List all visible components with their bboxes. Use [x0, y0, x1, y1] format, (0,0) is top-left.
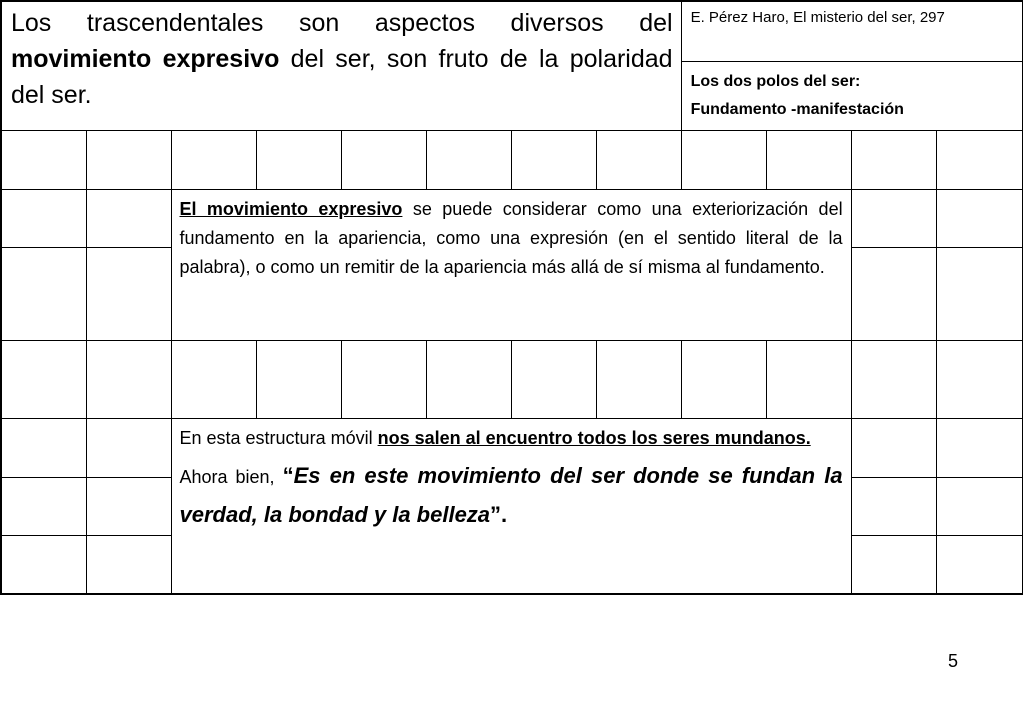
grid-cell: [851, 189, 936, 247]
grid-cell: [511, 130, 596, 189]
title-text-part1: Los trascendentales son aspectos diversos del: [11, 9, 673, 37]
grid-cell: [936, 535, 1023, 594]
grid-cell: [681, 340, 766, 418]
grid-cell: [596, 340, 681, 418]
quote-close-mark: ”.: [490, 501, 508, 527]
grid-cell: [171, 340, 256, 418]
grid-cell: [1, 130, 86, 189]
grid-cell: [1, 477, 86, 535]
title-text-bold: movimiento expresivo: [11, 45, 280, 73]
intro-text: En esta estructura móvil: [179, 427, 378, 448]
grid-cell: [851, 247, 936, 340]
grid-cell: [936, 340, 1023, 418]
grid-cell: [171, 130, 256, 189]
grid-cell: [86, 340, 171, 418]
paragraph-lead: El movimiento expresivo: [179, 198, 403, 219]
grid-cell: [511, 340, 596, 418]
grid-cell: [936, 418, 1023, 477]
grid-cell: [851, 130, 936, 189]
grid-cell: [936, 189, 1023, 247]
grid-cell: [851, 535, 936, 594]
grid-cell: [426, 340, 511, 418]
empty-grid-row: [1, 130, 1023, 189]
grid-cell: [766, 130, 851, 189]
title-text-part2: del ser, son fruto de la polaridad del ser.: [11, 45, 673, 109]
grid-cell: [1, 535, 86, 594]
grid-cell: [681, 130, 766, 189]
grid-cell: [86, 477, 171, 535]
grid-cell: [256, 340, 341, 418]
page-number: 5: [948, 651, 959, 671]
grid-cell: [341, 130, 426, 189]
paragraph-rest: se puede considerar como una exteriorización del fundamento en la apariencia, como una expresión (en el sentido literal de la palabra), o como un remitir de la apariencia más allá de sí misma al fundamento.: [179, 198, 843, 277]
intro-bold-text: nos salen al encuentro todos los seres mundanos.: [377, 427, 811, 448]
grid-cell: [936, 130, 1023, 189]
grid-cell: [766, 340, 851, 418]
grid-cell: [86, 535, 171, 594]
quote-open-mark: “: [282, 462, 294, 488]
grid-cell: [256, 130, 341, 189]
grid-cell: [851, 477, 936, 535]
grid-cell: [86, 130, 171, 189]
grid-cell: [1, 340, 86, 418]
estructura-intro: [180, 424, 843, 453]
movimiento-expresivo-paragraph: [171, 189, 851, 340]
source-citation: E. Pérez Haro, El misterio del ser, 297: [681, 1, 1023, 61]
grid-cell: [341, 340, 426, 418]
polos-heading: [681, 61, 1023, 130]
grid-cell: [851, 340, 936, 418]
estructura-movil-paragraph: [171, 418, 851, 594]
grid-cell: [1, 189, 86, 247]
grid-cell: [1, 418, 86, 477]
grid-cell: [936, 247, 1023, 340]
slide-title: [1, 1, 681, 130]
grid-cell: [86, 189, 171, 247]
grid-cell: [86, 247, 171, 340]
grid-cell: [86, 418, 171, 477]
grid-cell: [596, 130, 681, 189]
polos-line-2: Fundamento -manifestación: [690, 100, 904, 118]
empty-grid-row: [1, 340, 1023, 418]
grid-cell: [936, 477, 1023, 535]
grid-cell: [426, 130, 511, 189]
grid-cell: [851, 418, 936, 477]
quote-text: Es en este movimiento del ser donde se fundan la verdad, la bondad y la belleza: [179, 462, 843, 527]
polos-line-1: Los dos polos del ser:: [690, 72, 861, 90]
quote-prefix: Ahora bien,: [179, 466, 283, 487]
grid-cell: [1, 247, 86, 340]
verdad-bondad-belleza-quote: [180, 457, 843, 535]
